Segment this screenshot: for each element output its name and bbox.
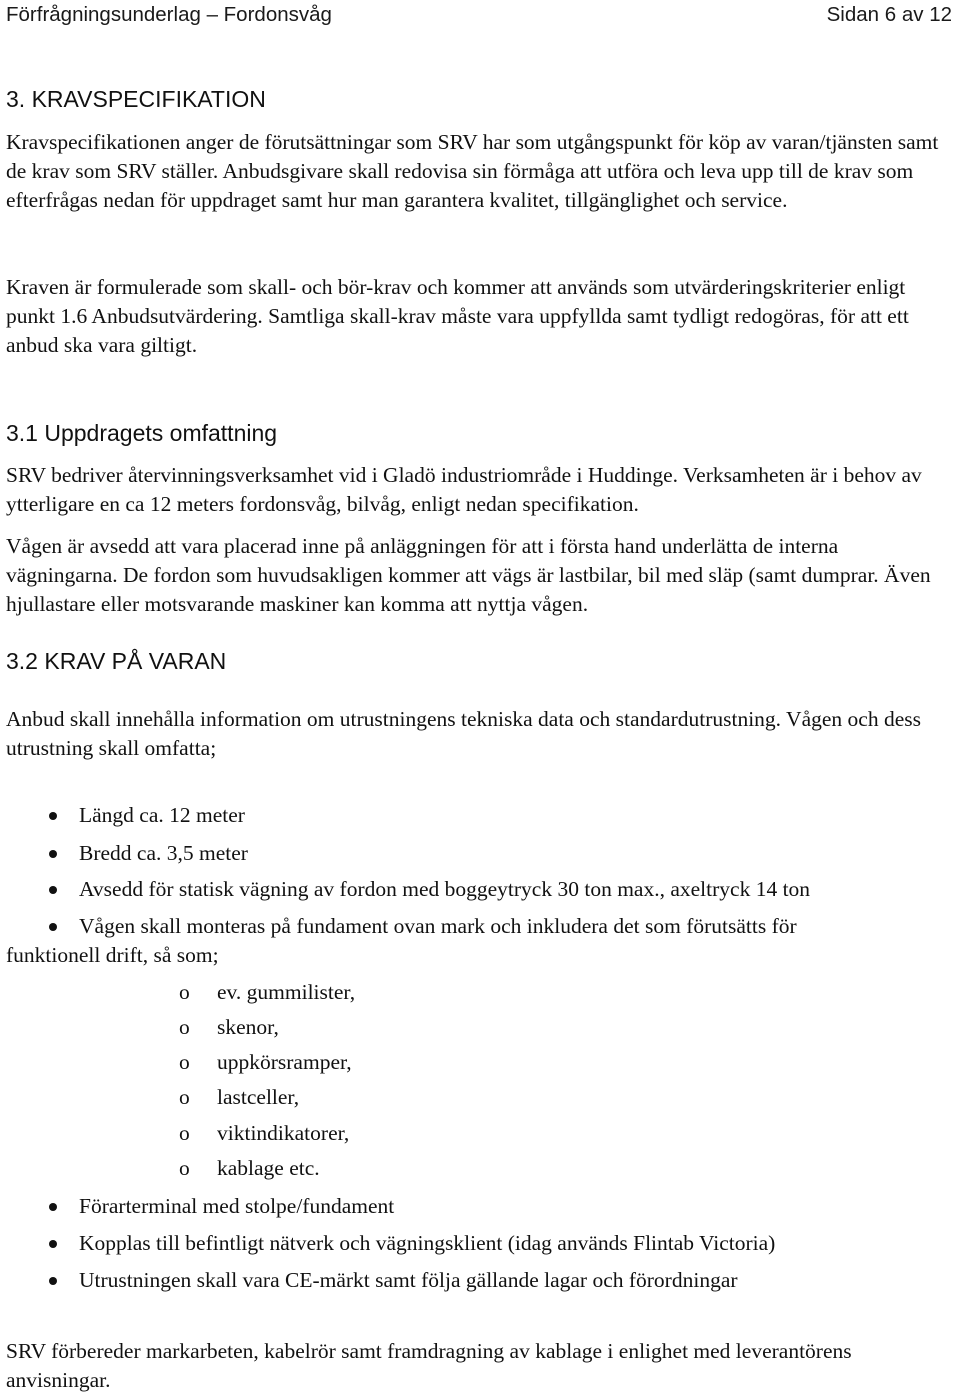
sub-bullet-marker: o: [179, 1085, 190, 1109]
list-item-text: Längd ca. 12 meter: [79, 803, 245, 827]
section-3-heading: 3. KRAVSPECIFIKATION: [6, 86, 266, 112]
sub-list-item: [179, 1013, 917, 1042]
sub-list-item: [179, 1048, 917, 1077]
document-title: Förfrågningsunderlag – Fordonsvåg: [6, 3, 332, 26]
sub-bullet-marker: o: [179, 1121, 190, 1145]
list-item-text: Avsedd för statisk vägning av fordon med boggeytryck 30 ton max., axeltryck 14 ton: [79, 877, 811, 901]
section-3-paragraph-1: Kravspecifikationen anger de förutsättningar som SRV har som utgångspunkt för köp av varan/tjänsten samt de krav som SRV ställer. Anbudsgivare skall redovisa sin förmåga att utföra och leva upp till de krav som efterfrågas nedan för uppdraget samt hur man garantera kvalitet, tillgänglighet och service.: [6, 130, 939, 212]
closing-paragraph: SRV förbereder markarbeten, kabelrör samt framdragning av kablage i enlighet med leverantörens anvisningar.: [6, 1339, 852, 1392]
bullet-icon: [49, 850, 57, 858]
list-item-first-line: [6, 912, 954, 941]
sub-list-item: [179, 1083, 917, 1112]
list-item-text: Utrustningen skall vara CE-märkt samt följa gällande lagar och förordningar: [79, 1268, 738, 1292]
sub-list-item-text: ev. gummilister,: [217, 980, 356, 1004]
section-3-1-heading: 3.1 Uppdragets omfattning: [6, 420, 278, 446]
bullet-icon: [49, 1277, 57, 1285]
list-item-text: Kopplas till befintligt nätverk och vägningsklient (idag används Flintab Victoria): [79, 1231, 776, 1255]
section-3-paragraph-2: Kraven är formulerade som skall- och bör-krav och kommer att används som utvärderingskriterier enligt punkt 1.6 Anbudsutvärdering. Samtliga skall-krav måste vara uppfyllda samt tydligt redogöras, för att ett anbud ska vara giltigt.: [6, 275, 909, 357]
list-item: [6, 912, 954, 970]
list-item-text: Bredd ca. 3,5 meter: [79, 841, 248, 865]
page-header: [6, 0, 952, 29]
list-item: [79, 1229, 954, 1258]
section-3-2-heading: 3.2 KRAV PÅ VARAN: [6, 648, 227, 674]
page-number: Sidan 6 av 12: [826, 3, 952, 26]
list-item: [79, 801, 954, 830]
bullet-icon: [49, 886, 57, 894]
sub-list-item: [179, 1119, 917, 1148]
sub-bullet-marker: o: [179, 1156, 190, 1180]
sub-list-item: [179, 978, 917, 1007]
list-item-continuation: funktionell drift, så som;: [6, 943, 219, 967]
list-item: [79, 1192, 954, 1221]
sub-bullet-marker: o: [179, 1015, 190, 1039]
section-3-1-paragraph-1: SRV bedriver återvinningsverksamhet vid i Gladö industriområde i Huddinge. Verksamheten är i behov av ytterligare en ca 12 meters fordonsvåg, bilvåg, enligt nedan specifikation.: [6, 463, 922, 516]
bullet-icon: [49, 923, 57, 931]
sub-list-item-text: skenor,: [217, 1015, 279, 1039]
section-3-1-paragraph-2: Vågen är avsedd att vara placerad inne på anläggningen för att i första hand underlätta de interna vägningarna. De fordon som huvudsakligen kommer att vägs är lastbilar, bil med släp (samt dumprar. Även hjullastare eller motsvarande maskiner kan komma att nyttja vågen.: [6, 534, 931, 616]
sub-list-item-text: lastceller,: [217, 1085, 300, 1109]
sub-list-item-text: viktindikatorer,: [217, 1121, 350, 1145]
sub-bullet-marker: o: [179, 1050, 190, 1074]
section-3-2-intro: Anbud skall innehålla information om utrustningens tekniska data och standardutrustning. Vågen och dess utrustning skall omfatta;: [6, 707, 921, 760]
list-item-text: Vågen skall monteras på fundament ovan mark och inkludera det som förutsätts för: [79, 914, 797, 938]
list-item: [79, 839, 954, 868]
sub-list-item-text: kablage etc.: [217, 1156, 320, 1180]
bullet-icon: [49, 1240, 57, 1248]
list-item: [79, 875, 954, 904]
sub-bullet-marker: o: [179, 980, 190, 1004]
bullet-icon: [49, 1203, 57, 1211]
sub-list-item-text: uppkörsramper,: [217, 1050, 352, 1074]
sub-list-item: [179, 1154, 917, 1183]
list-item: [79, 1266, 954, 1295]
list-item-text: Förarterminal med stolpe/fundament: [79, 1194, 395, 1218]
bullet-icon: [49, 812, 57, 820]
